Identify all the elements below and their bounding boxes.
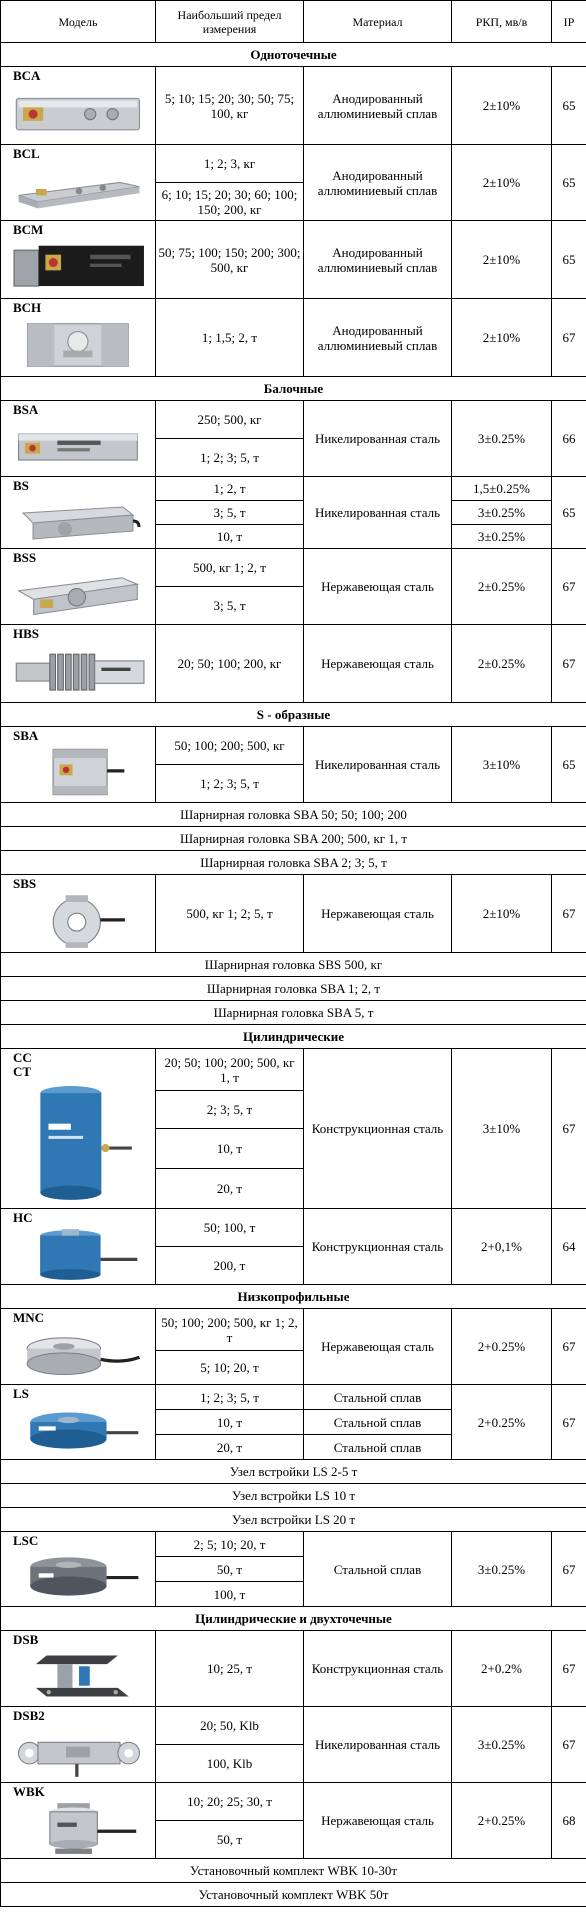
model-cell-bss	[1, 549, 156, 625]
ip-cell: 68	[552, 1783, 586, 1859]
range-cell: 1; 1,5; 2, т	[156, 299, 304, 377]
steel-beam-load-cell-icon	[9, 419, 149, 473]
rkp-cell: 3±10%	[452, 727, 552, 803]
ip-cell: 65	[552, 221, 586, 299]
aluminum-single-point-load-cell-icon	[9, 85, 149, 141]
model-name: DSB2	[13, 1708, 45, 1723]
table-row	[1, 1631, 586, 1707]
ip-cell: 67	[552, 299, 586, 377]
range-cell: 5; 10; 20, т	[156, 1351, 304, 1385]
material-cell: Никелированная сталь	[304, 1707, 452, 1783]
accessory-row	[1, 1883, 586, 1907]
accessory-row	[1, 1859, 586, 1883]
range-cell: 50; 100; 200; 500, кг	[156, 727, 304, 765]
table-row	[1, 221, 586, 299]
rkp-cell: 2±10%	[452, 875, 552, 953]
blue-canister-load-cell-icon	[9, 1227, 149, 1281]
range-cell: 2; 3; 5, т	[156, 1091, 304, 1129]
ip-cell: 65	[552, 145, 586, 221]
pancake-load-cell-icon	[9, 1327, 149, 1381]
model-name: MNC	[13, 1310, 45, 1325]
model-cell-dsb2	[1, 1707, 156, 1783]
rkp-cell: 2+0.25%	[452, 1385, 552, 1460]
table-row	[1, 1783, 586, 1821]
material-cell: Анодированный аллюминиевый сплав	[304, 299, 452, 377]
model-cell-wbk	[1, 1783, 156, 1859]
ip-cell: 67	[552, 549, 586, 625]
ip-cell: 67	[552, 875, 586, 953]
range-cell: 10, т	[156, 1410, 304, 1435]
material-cell: Анодированный аллюминиевый сплав	[304, 221, 452, 299]
material-cell: Никелированная сталь	[304, 401, 452, 477]
range-cell: 6; 10; 15; 20; 30; 60; 100; 150; 200, кг	[156, 183, 304, 221]
stainless-beam-load-cell-icon	[9, 567, 149, 621]
section-s-type: S - образные	[1, 703, 586, 727]
range-cell: 50; 100; 200; 500, кг 1; 2, т	[156, 1309, 304, 1351]
ip-cell: 65	[552, 477, 586, 549]
model-name: BCM	[13, 222, 44, 237]
section-cylindrical: Цилиндрические	[1, 1025, 586, 1049]
range-cell: 20; 50, Klb	[156, 1707, 304, 1745]
model-name: DSB	[13, 1632, 39, 1647]
header-rkp: РКП, мв/в	[452, 1, 552, 43]
range-cell: 1; 2; 3; 5, т	[156, 1385, 304, 1410]
material-cell: Конструкционная сталь	[304, 1631, 452, 1707]
table-row	[1, 67, 586, 145]
model-cell-lsc	[1, 1532, 156, 1607]
model-name: WBK	[13, 1784, 45, 1799]
rkp-cell: 3±0.25%	[452, 1532, 552, 1607]
range-cell: 50; 75; 100; 150; 200; 300; 500, кг	[156, 221, 304, 299]
material-cell: Стальной сплав	[304, 1385, 452, 1410]
accessory-item: Шарнирная головка SBA 50; 50; 100; 200	[1, 803, 586, 827]
rkp-cell: 3±0.25%	[452, 401, 552, 477]
material-cell: Нержавеющая сталь	[304, 625, 452, 703]
model-cell-bch	[1, 299, 156, 377]
accessory-item: Шарнирная головка SBS 500, кг	[1, 953, 586, 977]
model-cell-bcm	[1, 221, 156, 299]
model-cell-bs	[1, 477, 156, 549]
section-low-profile: Низкопрофильные	[1, 1285, 586, 1309]
model-cell-cc-ct	[1, 1049, 156, 1209]
ip-cell: 66	[552, 401, 586, 477]
ip-cell: 67	[552, 1707, 586, 1783]
accessory-item: Шарнирная головка SBA 200; 500, кг 1, т	[1, 827, 586, 851]
ip-cell: 67	[552, 1309, 586, 1385]
rkp-cell: 3±0.25%	[452, 1707, 552, 1783]
range-cell: 20, т	[156, 1435, 304, 1460]
model-name: HBS	[13, 626, 40, 641]
ip-cell: 67	[552, 1049, 586, 1209]
blue-column-load-cell-icon	[9, 1083, 149, 1205]
accessory-row	[1, 827, 586, 851]
range-cell: 500, кг 1; 2, т	[156, 549, 304, 587]
range-cell: 10, т	[156, 1129, 304, 1169]
model-name: BCA	[13, 68, 41, 83]
accessory-row	[1, 1001, 586, 1025]
accessory-item: Установочный комплект WBK 50т	[1, 1883, 586, 1907]
material-cell: Анодированный аллюминиевый сплав	[304, 67, 452, 145]
range-cell: 500, кг 1; 2; 5, т	[156, 875, 304, 953]
model-cell-bsa	[1, 401, 156, 477]
material-cell: Никелированная сталь	[304, 727, 452, 803]
bellows-load-cell-icon	[9, 643, 149, 699]
table-row	[1, 401, 586, 439]
section-beam: Балочные	[1, 377, 586, 401]
model-name: SBA	[13, 728, 39, 743]
material-cell: Стальной сплав	[304, 1410, 452, 1435]
rkp-cell: 3±10%	[452, 1049, 552, 1209]
range-cell: 100, Klb	[156, 1745, 304, 1783]
range-cell: 10; 25, т	[156, 1631, 304, 1707]
header-material: Материал	[304, 1, 452, 43]
table-row	[1, 625, 586, 703]
range-cell: 1; 2; 3, кг	[156, 145, 304, 183]
material-cell: Стальной сплав	[304, 1435, 452, 1460]
ip-cell: 65	[552, 67, 586, 145]
material-cell: Стальной сплав	[304, 1532, 452, 1607]
model-name: BSS	[13, 550, 37, 565]
range-cell: 1; 2; 3; 5, т	[156, 765, 304, 803]
model-cell-bca	[1, 67, 156, 145]
accessory-item: Узел встройки LS 10 т	[1, 1484, 586, 1508]
range-cell: 3; 5, т	[156, 501, 304, 525]
round-s-type-load-cell-icon	[9, 893, 149, 949]
model-name: HC	[13, 1210, 33, 1225]
table-header-row	[1, 1, 586, 43]
steel-shear-beam-icon	[9, 495, 149, 545]
ip-cell: 65	[552, 727, 586, 803]
accessory-row	[1, 851, 586, 875]
range-cell: 50; 100, т	[156, 1209, 304, 1247]
section-cyl-dual: Цилиндрические и двухточечные	[1, 1607, 586, 1631]
material-cell: Нержавеющая сталь	[304, 875, 452, 953]
model-name: LSC	[13, 1533, 39, 1548]
model-cell-dsb	[1, 1631, 156, 1707]
header-range: Наибольший предел измерения	[156, 1, 304, 43]
blue-low-profile-load-cell-icon	[9, 1403, 149, 1456]
rkp-cell: 2±10%	[452, 145, 552, 221]
model-cell-sba	[1, 727, 156, 803]
range-cell: 20, т	[156, 1169, 304, 1209]
table-row	[1, 145, 586, 183]
range-cell: 1; 2, т	[156, 477, 304, 501]
range-cell: 200, т	[156, 1247, 304, 1285]
accessory-row	[1, 953, 586, 977]
model-name: SBS	[13, 876, 37, 891]
accessory-row	[1, 977, 586, 1001]
header-model: Модель	[1, 1, 156, 43]
accessory-item: Шарнирная головка SBA 5, т	[1, 1001, 586, 1025]
range-cell: 10; 20; 25; 30, т	[156, 1783, 304, 1821]
rkp-cell: 3±0.25%	[452, 525, 552, 549]
model-name: LS	[13, 1386, 29, 1401]
range-cell: 50, т	[156, 1557, 304, 1582]
rkp-cell: 2+0,1%	[452, 1209, 552, 1285]
rkp-cell: 1,5±0.25%	[452, 477, 552, 501]
model-cell-sbs	[1, 875, 156, 953]
rkp-cell: 2±0.25%	[452, 625, 552, 703]
accessory-item: Шарнирная головка SBA 1; 2, т	[1, 977, 586, 1001]
range-cell: 100, т	[156, 1582, 304, 1607]
table-row	[1, 549, 586, 587]
flat-aluminum-load-cell-icon	[9, 163, 149, 217]
aluminum-block-load-cell-icon	[9, 317, 149, 373]
range-cell: 3; 5, т	[156, 587, 304, 625]
rkp-cell: 2±0.25%	[452, 549, 552, 625]
range-cell: 1; 2; 3; 5, т	[156, 439, 304, 477]
rkp-cell: 2±10%	[452, 67, 552, 145]
section-single-point: Одноточечные	[1, 43, 586, 67]
table-row	[1, 299, 586, 377]
material-cell: Нержавеющая сталь	[304, 1783, 452, 1859]
rkp-cell: 2+0.25%	[452, 1783, 552, 1859]
rkp-cell: 2±10%	[452, 299, 552, 377]
model-name: BCL	[13, 146, 40, 161]
rkp-cell: 3±0.25%	[452, 501, 552, 525]
header-ip: IP	[552, 1, 586, 43]
range-cell: 250; 500, кг	[156, 401, 304, 439]
range-cell: 50, т	[156, 1821, 304, 1859]
model-cell-mnc	[1, 1309, 156, 1385]
accessory-row	[1, 803, 586, 827]
ip-cell: 67	[552, 625, 586, 703]
ip-cell: 67	[552, 1532, 586, 1607]
table-row	[1, 1049, 586, 1091]
model-name: BCH	[13, 300, 42, 315]
table-row	[1, 1309, 586, 1351]
black-single-point-load-cell-icon	[9, 239, 149, 295]
material-cell: Нержавеющая сталь	[304, 1309, 452, 1385]
table-row	[1, 727, 586, 765]
range-cell: 20; 50; 100; 200, кг	[156, 625, 304, 703]
rkp-cell: 2±10%	[452, 221, 552, 299]
model-cell-hbs	[1, 625, 156, 703]
ip-cell: 67	[552, 1631, 586, 1707]
table-row	[1, 1532, 586, 1557]
material-cell: Анодированный аллюминиевый сплав	[304, 145, 452, 221]
range-cell: 20; 50; 100; 200; 500, кг 1, т	[156, 1049, 304, 1091]
ip-cell: 67	[552, 1385, 586, 1460]
table-row	[1, 1707, 586, 1745]
compression-column-load-cell-icon	[9, 1801, 149, 1855]
rkp-cell: 2+0.25%	[452, 1309, 552, 1385]
ip-cell: 64	[552, 1209, 586, 1285]
material-cell: Никелированная сталь	[304, 477, 452, 549]
accessory-row	[1, 1484, 586, 1508]
rkp-cell: 2+0.2%	[452, 1631, 552, 1707]
table-row	[1, 875, 586, 953]
table-row	[1, 477, 586, 501]
mounting-kit-icon	[9, 1649, 149, 1703]
range-cell: 2; 5; 10; 20, т	[156, 1532, 304, 1557]
accessory-row	[1, 1508, 586, 1532]
material-cell: Конструкционная сталь	[304, 1049, 452, 1209]
model-name: BSA	[13, 402, 39, 417]
model-name: CC CT	[13, 1050, 32, 1079]
accessory-item: Узел встройки LS 20 т	[1, 1508, 586, 1532]
range-cell: 10, т	[156, 525, 304, 549]
material-cell: Конструкционная сталь	[304, 1209, 452, 1285]
gray-low-profile-load-cell-icon	[9, 1550, 149, 1603]
model-cell-bcl	[1, 145, 156, 221]
table-row	[1, 1209, 586, 1247]
double-ended-beam-icon	[9, 1725, 149, 1779]
accessory-item: Установочный комплект WBK 10-30т	[1, 1859, 586, 1883]
material-cell: Нержавеющая сталь	[304, 549, 452, 625]
accessory-item: Узел встройки LS 2-5 т	[1, 1460, 586, 1484]
table-row	[1, 1385, 586, 1410]
model-name: BS	[13, 478, 29, 493]
range-cell: 5; 10; 15; 20; 30; 50; 75; 100, кг	[156, 67, 304, 145]
accessory-row	[1, 1460, 586, 1484]
model-cell-ls	[1, 1385, 156, 1460]
model-cell-hc	[1, 1209, 156, 1285]
accessory-item: Шарнирная головка SBA 2; 3; 5, т	[1, 851, 586, 875]
s-type-load-cell-icon	[9, 745, 149, 799]
